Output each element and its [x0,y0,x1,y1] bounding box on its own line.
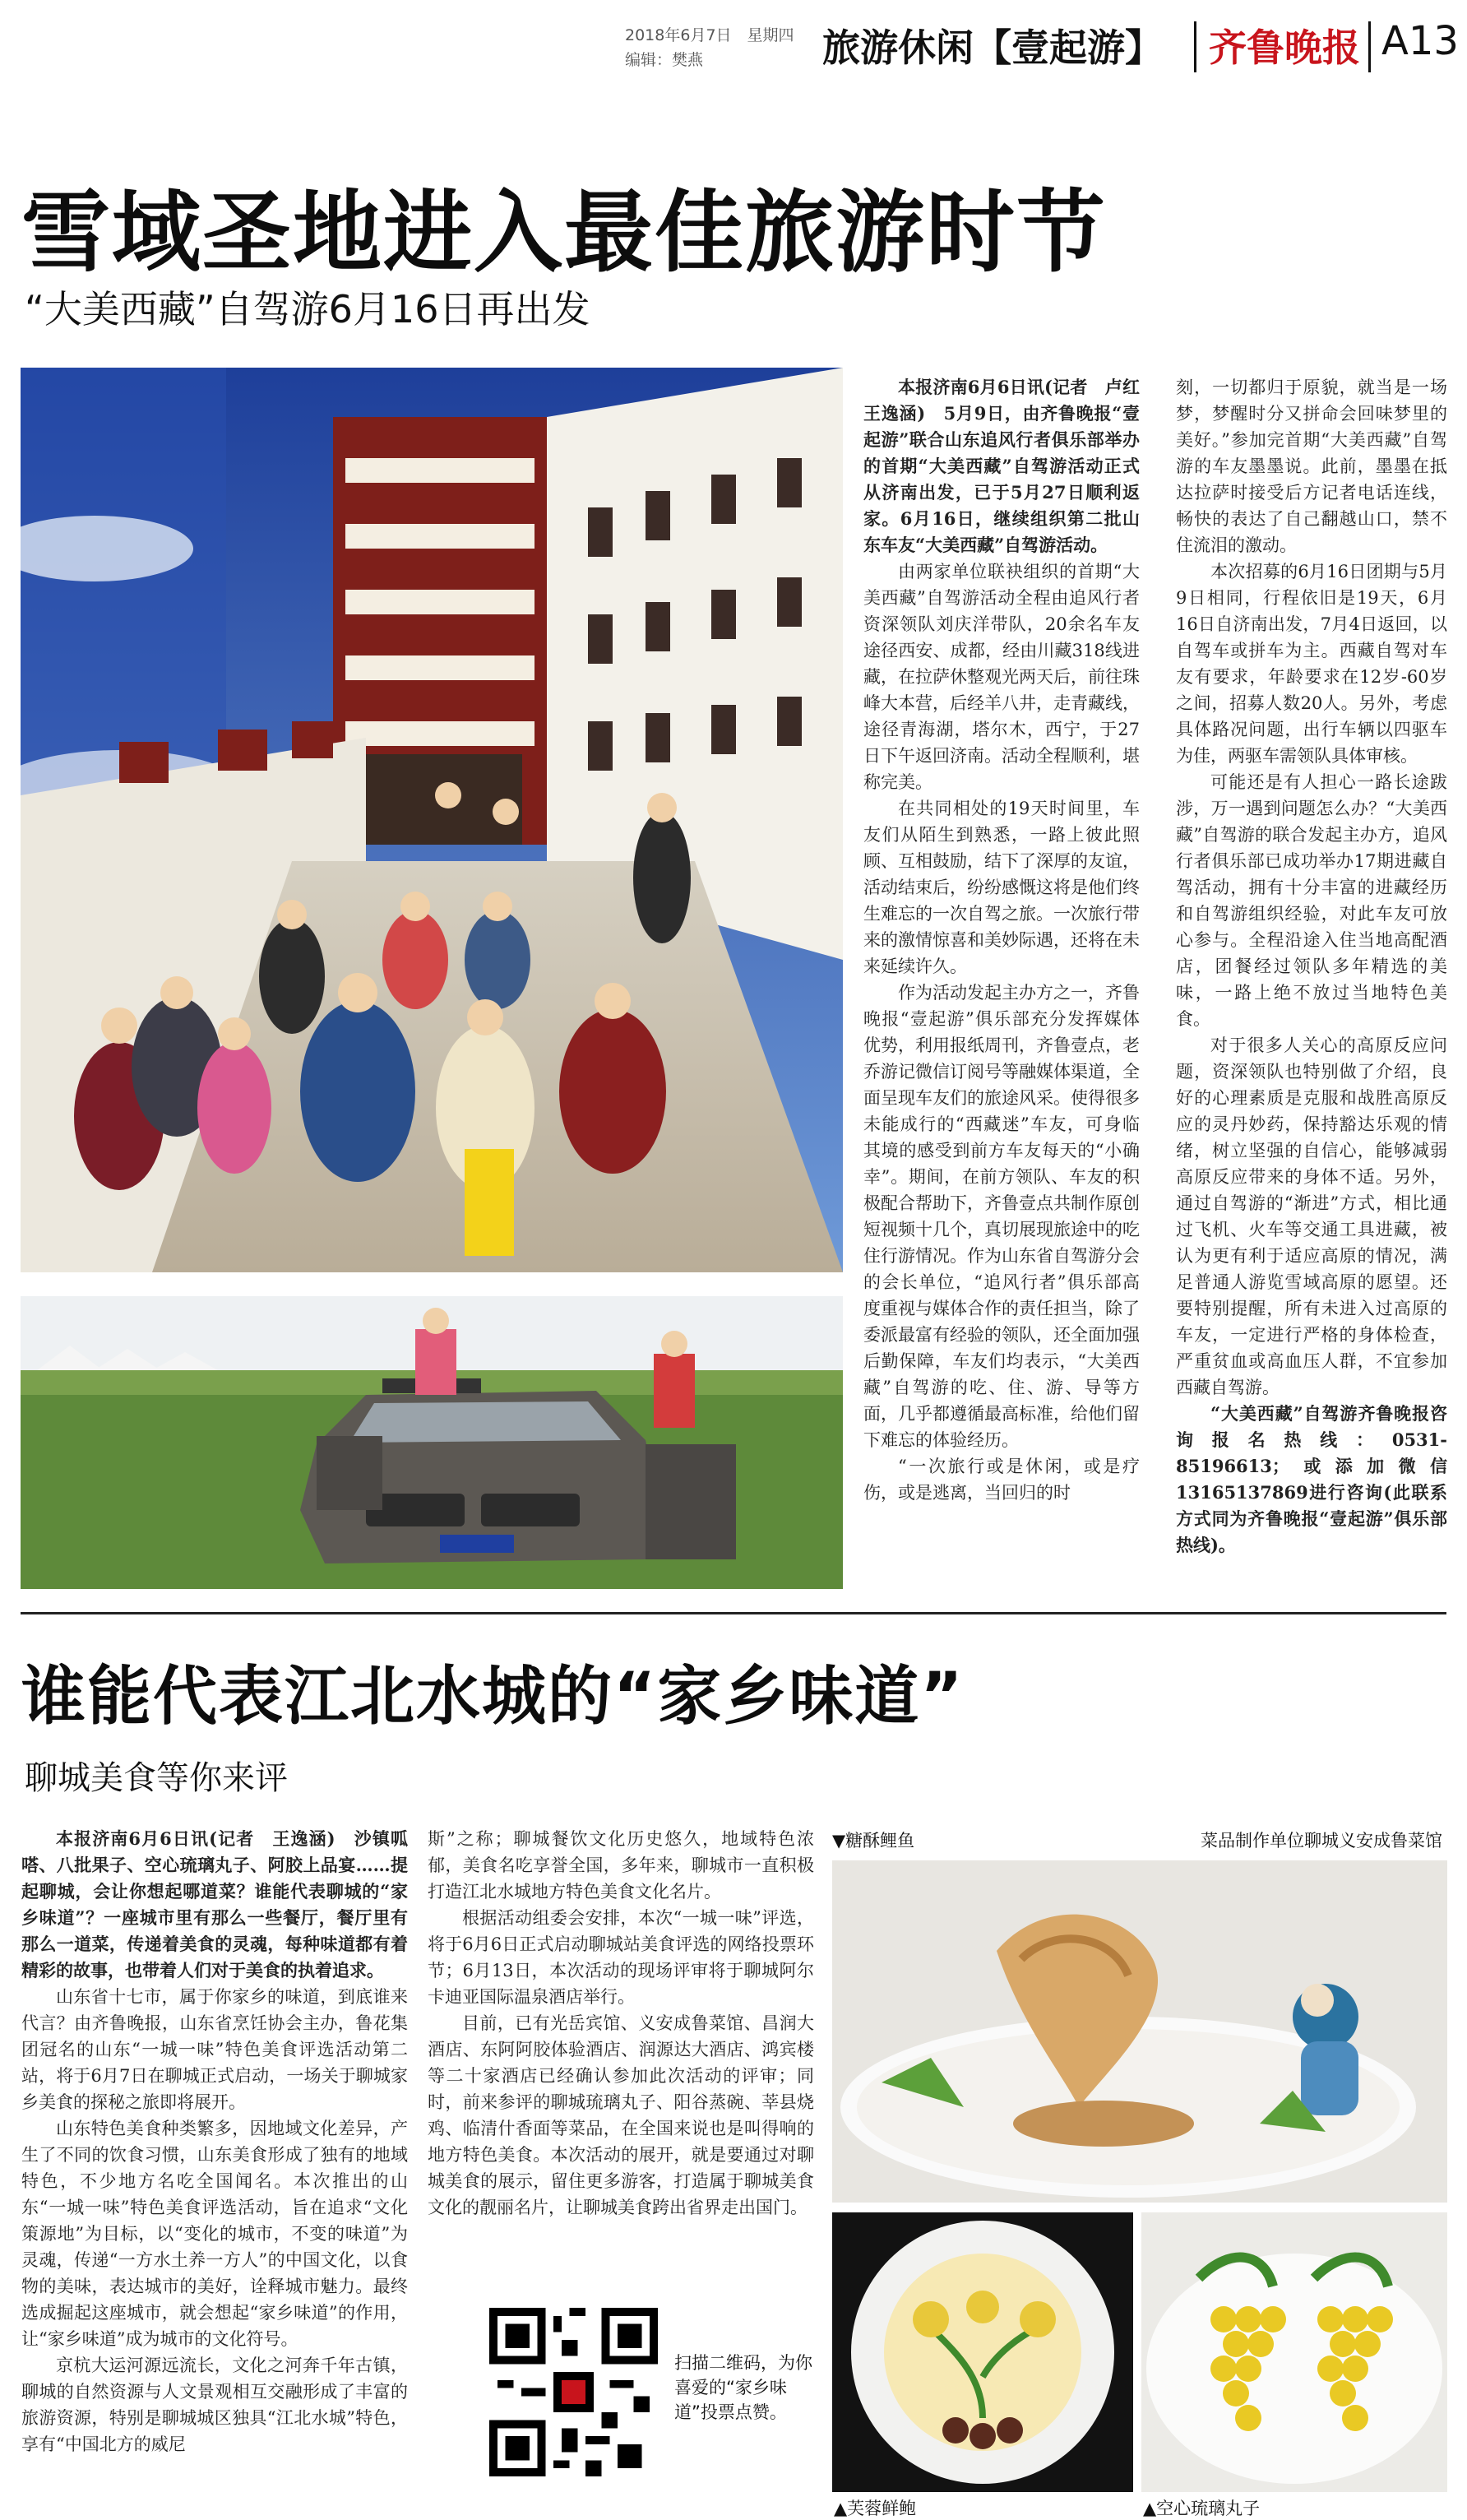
article-food-column-1 [21,1826,408,2457]
paragraph: 根据活动组委会安排，本次“一城一味”评选，将于6月6日正式启动聊城站美食评选的网络投票环节；6月13日，本次活动的现场评审将于聊城阿尔卡迪亚国际温泉酒店举行。 [428,1908,814,2007]
photo-hollow-glazed-meatballs [1141,2212,1447,2492]
masthead-meta [625,23,806,72]
paragraph: 可能还是有人担心一路长途跋涉，万一遇到问题怎么办？“大美西藏”自驾游的联合发起主办方，追风行者俱乐部已成功举办17期进藏自驾活动，拥有十分丰富的进藏经历和自驾游组织经验，对此车友可放心参与。全程沿途入住当地高配酒店，团餐经过领队多年精选的美味，一路上绝不放过当地特色美食。 [1176,772,1447,1029]
paragraph: 目前，已有光岳宾馆、义安成鲁菜馆、昌润大酒店、东阿阿胶体验酒店、润源达大酒店、鸿宾楼等二十家酒店已经确认参加此次活动的评审；同时，前来参评的聊城琉璃丸子、阳谷蒸碗、莘县烧鸡、临清什香面等菜品，在全国来说也是叫得响的地方特色美食。本次活动的展开，就是要通过对聊城美食的展示，留住更多游客，打造属于聊城美食文化的靓丽名片，让聊城美食跨出省界走出国门。 [428,2013,814,2217]
section-divider [21,1612,1446,1614]
contact-info: “大美西藏”自驾游齐鲁晚报咨询报名热线：0531-85196613；或添加微信13165137869进行咨询(此联系方式同为齐鲁晚报“壹起游”俱乐部热线)。 [1176,1403,1447,1555]
restaurant-credit: 菜品制作单位聊城义安成鲁菜馆 [1201,1831,1442,1851]
paragraph: 本报济南6月6日讯(记者 王逸涵) 沙镇呱嗒、八批果子、空心琉璃丸子、阿胶上品宴……提起聊城，会让你想起哪道菜？谁能代表聊城的“家乡味道”？一座城市里有那么一些餐厅，餐厅里有那么一道菜，传递着美食的灵魂，每种味道都有着精彩的故事，也带着人们对于美食的执着追求。 [21,1828,408,1980]
dish-title-carp: ▼糖酥鲤鱼 [832,1831,915,1851]
paragraph: 斯”之称；聊城餐饮文化历史悠久，地域特色浓郁，美食名吃享誉全国，多年来，聊城市一直积极打造江北水城地方特色美食文化名片。 [428,1829,814,1902]
paragraph: 山东特色美食种类繁多，因地域文化差异，产生了不同的饮食习惯，山东美食形成了独有的地域特色，不少地方名吃全国闻名。本次推出的山东“一城一味”特色美食评选活动，旨在追求“文化策源地”为目标，以“变化的城市，不变的味道”为灵魂，传递“一方水土养一方人”的中国文化，以食物的美味，表达城市的美好，诠释城市魅力。最终选成掘起这座城市，就会想起“家乡味道”的作用，让“家乡味道”成为城市的文化符号。 [21,2119,408,2349]
paragraph: 作为活动发起主办方之一，齐鲁晚报“壹起游”俱乐部充分发挥媒体优势，利用报纸周刊，齐鲁壹点，老乔游记微信订阅号等融媒体渠道，全面呈现车友们的旅途风采。使得很多未能成行的“西藏迷”车友，可身临其境的感受到前方车友每天的“小确幸”。期间，在前方领队、车友的积极配合帮助下，齐鲁壹点共制作原创短视频十几个，真切展现旅途中的吃住行游情况。作为山东省自驾游分会的会长单位，“追风行者”俱乐部高度重视与媒体合作的责任担当，除了委派最富有经验的领队，还全面加强后勤保障，车友们均表示，“大美西藏”自驾游的吃、住、游、导等方面，几乎都遵循最高标准，给他们留下难忘的体验经历。 [863,983,1140,1450]
section-name: 旅游休闲【壹起游】 [822,25,1163,70]
issue-date: 2018年6月7日 星期四 [625,26,794,44]
newspaper-logo: 齐鲁晚报 [1209,25,1360,70]
qr-instruction: 扫描二维码，为你喜爱的“家乡味道”投票点赞。 [674,2353,812,2422]
group-photo-potala [21,368,843,1272]
subheadline-liaocheng: 聊城美食等你来评 [25,1759,288,1797]
paragraph: 在共同相处的19天时间里，车友们从陌生到熟悉，一路上彼此照顾、互相鼓励，结下了深厚的友谊，活动结束后，纷纷感慨这将是他们终生难忘的一次自驾之旅。一次旅行带来的激情惊喜和美妙际遇，还将在未来延续许久。 [863,799,1140,976]
car-photo-grassland [21,1296,843,1589]
article-food-column-2 [428,1826,814,2221]
headline-liaocheng: 谁能代表江北水城的“家乡味道” [21,1660,965,1734]
photo-hibiscus-abalone [832,2212,1133,2492]
paragraph: 刻，一切都归于原貌，就当是一场梦，梦醒时分又拼命会回味梦里的美好。”参加完首期“大美西藏”自驾游的车友墨墨说。此前，墨墨在抵达拉萨时接受后方记者电话连线，畅快的表达了自己翻越山口，禁不住流泪的激动。 [1176,378,1447,555]
article-tibet-column-1 [863,374,1157,1506]
editor-credit: 编辑：樊燕 [625,51,704,69]
subheadline-tibet: “大美西藏”自驾游6月16日再出发 [25,287,590,331]
paragraph: 由两家单位联袂组织的首期“大美西藏”自驾游活动全程由追风行者资深领队刘庆洋带队，20余名车友途径西安、成都，经由川藏318线进藏，在拉萨休整观光两天后，前往珠峰大本营，后经羊八井，走青藏线，途径青海湖，塔尔木，西宁，于27日下午返回济南。活动全程顺利，堪称完美。 [863,562,1140,792]
headline-tibet: 雪域圣地进入最佳旅游时节 [21,182,1108,285]
paragraph: “一次旅行或是休闲，或是疗伤，或是逃离，当回归的时 [863,1457,1140,1503]
header-divider [1194,21,1196,72]
dish-caption-abalone: ▲芙蓉鲜鲍 [834,2499,917,2518]
paragraph: 本次招募的6月16日团期与5月9日相同，行程依旧是19天，6月16日自济南出发，7月4日返回，以自驾车或拼车为主。西藏自驾对车友有要求，年龄要求在12岁-60岁之间，招募人数20人。另外，考虑具体路况问题，出行车辆以四驱车为佳，两驱车需领队具体审核。 [1176,562,1447,766]
article-tibet-column-2 [1176,374,1447,1559]
photo-sweet-crispy-carp [832,1860,1447,2203]
paragraph: 京杭大运河源远流长，文化之河奔千年古镇，聊城的自然资源与人文景观相互交融形成了丰富的旅游资源，特别是聊城城区独具“江北水城”特色，享有“中国北方的威尼 [21,2356,408,2454]
page-number: A13 [1381,18,1459,64]
paragraph: 山东省十七市，属于你家乡的味道，到底谁来代言？由齐鲁晚报，山东省烹饪协会主办，鲁花集团冠名的山东“一城一味”特色美食评选活动第二站，将于6月7日在聊城正式启动，一场关于聊城家乡美食的探秘之旅即将展开。 [21,1987,408,2112]
paragraph: 对于很多人关心的高原反应问题，资深领队也特别做了介绍，良好的心理素质是克服和战胜高原反应的灵丹妙药，保持豁达乐观的情绪，树立坚强的自信心，能够减弱高原反应带来的身体不适。另外，通过自驾游的“渐进”方式，相比通过飞机、火车等交通工具进藏，被认为更有利于适应高原的情况，满足普通人游览雪域高原的愿望。还要特别提醒，所有未进入过高原的车友，一定进行严格的身体检查，严重贫血或高血压人群，不宜参加西藏自驾游。 [1176,1035,1447,1397]
dish-caption-meatballs: ▲空心琉璃丸子 [1143,2499,1261,2518]
paragraph: 本报济南6月6日讯(记者 卢红 王逸涵) 5月9日，由齐鲁晚报“壹起游”联合山东追风行者俱乐部举办的首期“大美西藏”自驾游活动正式从济南出发，已于5月27日顺利返家。6月16日，继续组织第二批山东车友“大美西藏”自驾游活动。 [863,377,1157,555]
header-divider [1368,21,1371,72]
qr-code[interactable] [489,2308,658,2476]
